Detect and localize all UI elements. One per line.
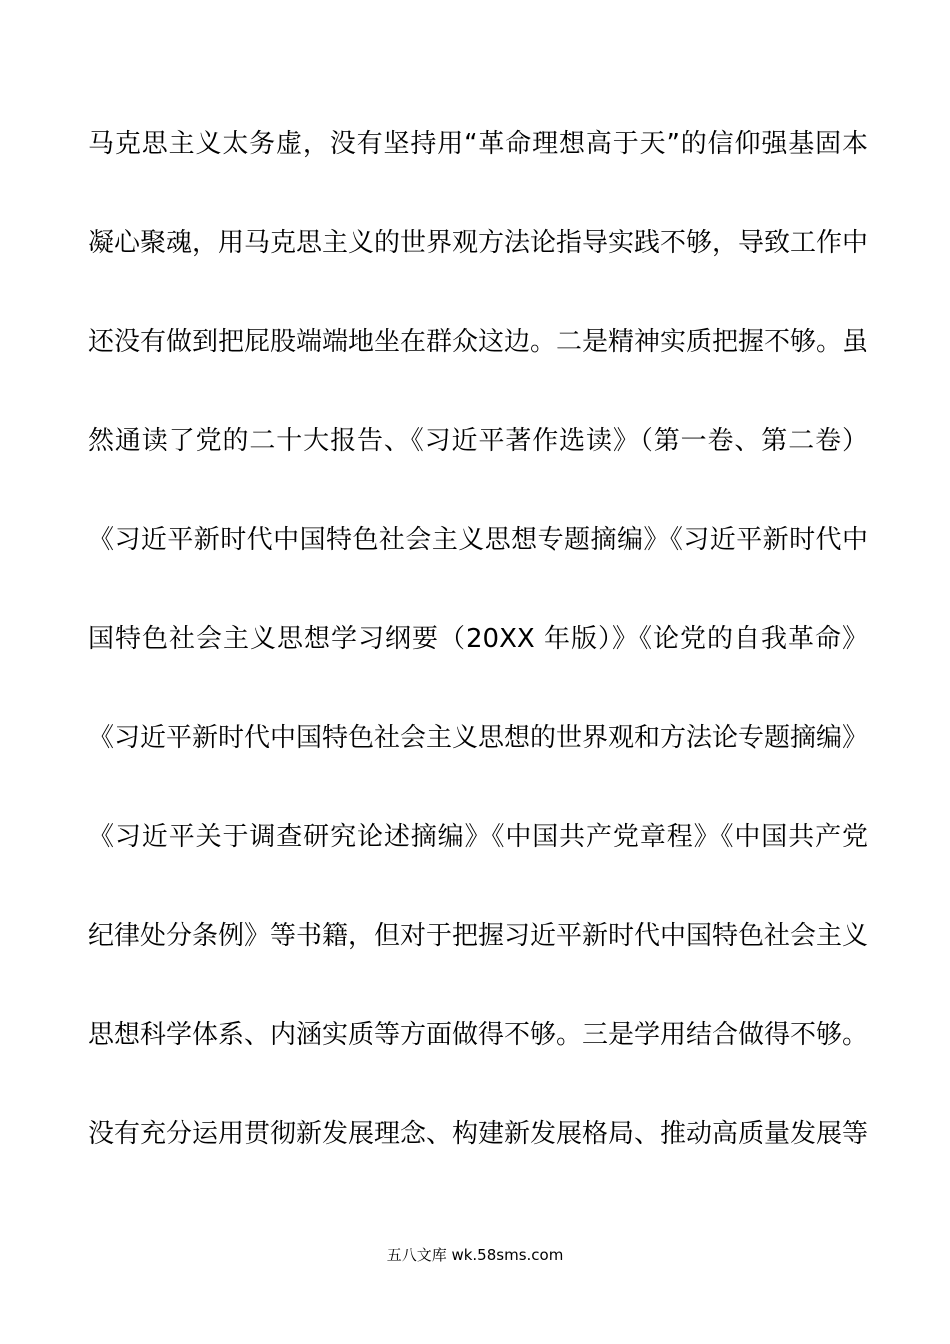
text-line: 《习近平新时代中国特色社会主义思想专题摘编》《习近平新时代中: [88, 525, 868, 555]
text-line: 凝心聚魂，用马克思主义的世界观方法论指导实践不够，导致工作中: [88, 228, 868, 258]
text-line: 国特色社会主义思想学习纲要（20XX 年版）》《论党的自我革命》: [88, 624, 868, 654]
text-line: 思想科学体系、内涵实质等方面做得不够。三是学用结合做得不够。: [88, 1020, 868, 1050]
body-text: [88, 118, 868, 1207]
text-line: 没有充分运用贯彻新发展理念、构建新发展格局、推动高质量发展等: [88, 1119, 868, 1149]
text-line: 马克思主义太务虚，没有坚持用“革命理想高于天”的信仰强基固本: [88, 129, 868, 159]
text-line: 还没有做到把屁股端端地坐在群众这边。二是精神实质把握不够。虽: [88, 327, 868, 357]
page-footer: 五八文库 wk.58sms.com: [386, 1246, 564, 1264]
text-line: 《习近平关于调查研究论述摘编》《中国共产党章程》《中国共产党: [88, 822, 868, 852]
text-line: 然通读了党的二十大报告、《习近平著作选读》（第一卷、第二卷）: [88, 426, 868, 456]
text-line: 纪律处分条例》等书籍，但对于把握习近平新时代中国特色社会主义: [88, 921, 868, 951]
text-line: 《习近平新时代中国特色社会主义思想的世界观和方法论专题摘编》: [88, 723, 868, 753]
